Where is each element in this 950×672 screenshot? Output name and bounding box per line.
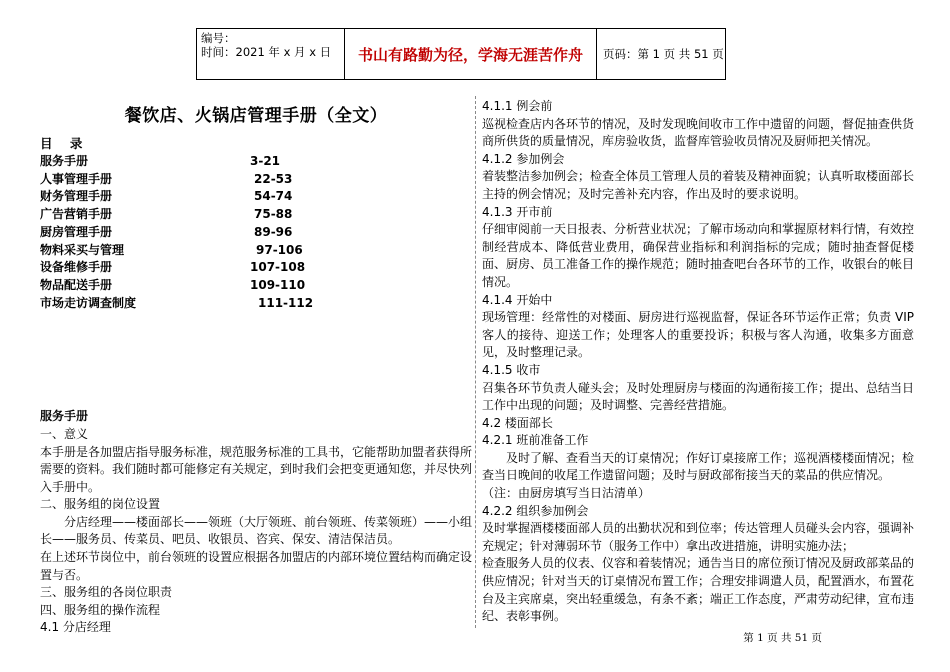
toc-item[interactable]: 物料采买与管理 97-106 [40, 242, 303, 257]
section-subheading: 四、服务组的操作流程 [40, 602, 161, 617]
section-subheading: 三、服务组的各岗位职责 [40, 585, 173, 600]
toc-item[interactable]: 厨房管理手册 89-96 [40, 224, 293, 239]
paragraph: 巡视检查店内各环节的情况，及时发现晚间收市工作中遗留的问题，督促抽查供货商所供货的质量情况，库房验收货，监督库管验收员情况及厨师把关情况。 [482, 116, 915, 149]
column-divider [475, 96, 476, 628]
toc-list [40, 153, 472, 312]
header-table [196, 28, 726, 80]
toc-item[interactable]: 财务管理手册 54-74 [40, 189, 293, 204]
paragraph: 及时掌握酒楼楼面部人员的出勤状况和到位率；传达管理人员碰头会内容，强调补充规定；针对薄弱环节（服务工作中）拿出改进措施，讲明实施办法； [482, 521, 915, 553]
paragraph: 在上述环节岗位中，前台领班的设置应根据各加盟店的内部环境位置结构而确定设置与否。 [40, 550, 473, 582]
subsection-heading: 4.1.1 例会前 [482, 99, 553, 113]
toc-item[interactable]: 广告营销手册 75-88 [40, 207, 293, 222]
section-heading: 服务手册 [40, 409, 89, 424]
subsection-heading: 4.1.3 开市前 [482, 204, 553, 219]
header-left-cell [197, 29, 345, 79]
time-label: 时间：2021 年 x 月 x 日 [201, 45, 332, 59]
subsection-heading: 4.2.2 组织参加例会 [482, 503, 589, 518]
left-column [40, 105, 472, 637]
subsection-heading: 4.2 楼面部长 [482, 415, 553, 430]
toc-item[interactable]: 市场走访调查制度 111-112 [40, 295, 314, 310]
paragraph: 及时了解、查看当天的订桌情况；作好订桌接席工作；巡视酒楼楼面情况；检查当日晚间的收尾工作遗留问题；及时与厨政部衔接当天的菜品的供应情况。 [482, 450, 915, 483]
toc-item[interactable]: 服务手册 3-21 [40, 154, 281, 168]
toc-heading: 目 录 [40, 136, 83, 151]
paragraph: 分店经理——楼面部长——领班（大厅领班、前台领班、传菜领班）——小组长——服务员、传菜员、吧员、收银员、咨宾、保安、清洁保洁员。 [40, 514, 473, 547]
section-subheading: 二、服务组的岗位设置 [40, 497, 161, 512]
motto: 书山有路勤为径，学海无涯苦作舟 [345, 29, 597, 79]
paragraph: 着装整洁参加例会；检查全体员工管理人员的着装及精神面貌；认真听取楼面部长主持的例会情况；及时完善补充内容，作出及时的要求说明。 [482, 169, 915, 201]
paragraph: 召集各环节负责人碰头会；及时处理厨房与楼面的沟通衔接工作；提出、总结当日工作中出现的问题；及时调整、完善经营措施。 [482, 380, 915, 413]
number-label: 编号： [201, 31, 236, 45]
note: （注：由厨房填写当日沽清单） [482, 486, 651, 501]
right-column [482, 98, 914, 626]
page-footer: 第 1 页 共 51 页 [743, 632, 822, 644]
page-info: 页码：第 1 页 共 51 页 [603, 47, 724, 61]
document-title: 餐饮店、火锅店管理手册（全文） [124, 106, 388, 126]
paragraph: 检查服务人员的仪表、仪容和着装情况；通告当日的席位预订情况及厨政部菜品的供应情况；针对当天的订桌情况布置工作；合理安排调遣人员，配置酒水，布置花台及主宾席桌，突出轻重缓急，有条不紊；端正工作态度，严肃劳动纪律，宣布违纪、表彰事例。 [482, 556, 915, 624]
paragraph: 仔细审阅前一天日报表、分析营业状况；了解市场动向和掌握原材料行情，有效控制经营成本、降低营业费用，确保营业指标和利润指标的完成；随时抽查督促楼面、厨房、员工准备工作的操作规范；随时抽查吧台各环节的工作，收银台的帐目情况。 [482, 222, 915, 289]
toc-item[interactable]: 物品配送手册 109-110 [40, 277, 306, 292]
subsection-heading: 4.1.4 开始中 [482, 292, 553, 307]
subsection-heading: 4.2.1 班前准备工作 [482, 433, 589, 448]
section-subheading: 一、意义 [40, 426, 89, 441]
paragraph: 本手册是各加盟店指导服务标准，规范服务标准的工具书，它能帮助加盟者获得所需要的资料。我们随时都可能修定有关规定，到时我们会把变更通知您，并尽快列入手册中。 [40, 444, 473, 494]
section-subheading: 4.1 分店经理 [40, 620, 111, 635]
toc-item[interactable]: 设备维修手册 107-108 [40, 260, 306, 275]
subsection-heading: 4.1.2 参加例会 [482, 151, 565, 166]
paragraph: 现场管理：经常性的对楼面、厨房进行巡视监督，保证各环节运作正常；负责 VIP 客人的接待、迎送工作；处理客人的重要投诉；积极与客人沟通，收集多方面意见，及时整理记录。 [482, 310, 914, 360]
subsection-heading: 4.1.5 收市 [482, 362, 541, 377]
toc-item[interactable]: 人事管理手册 22-53 [40, 171, 293, 186]
